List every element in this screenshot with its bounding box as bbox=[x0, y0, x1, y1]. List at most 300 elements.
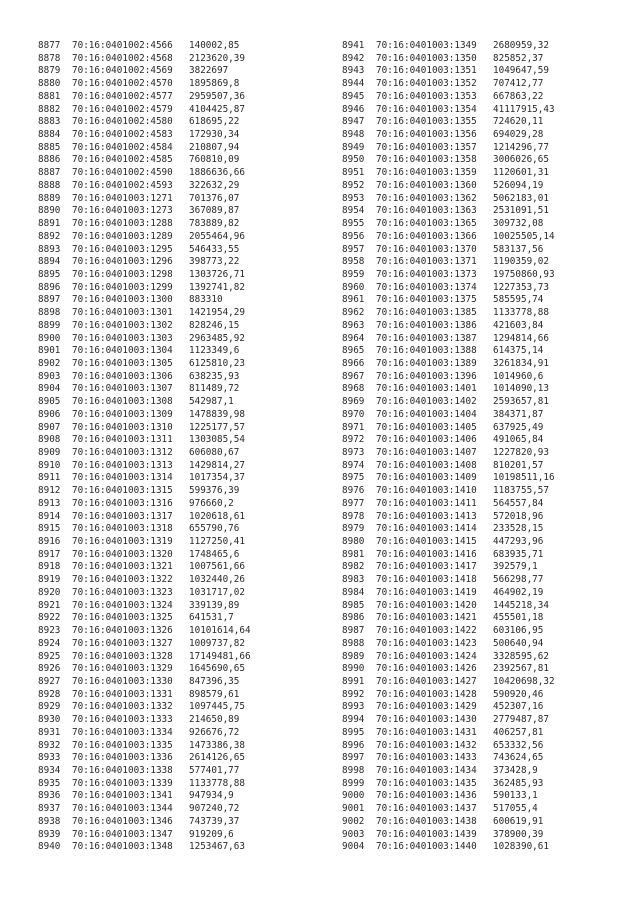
row-number: 8951 bbox=[342, 167, 365, 179]
row-number: 8888 bbox=[38, 179, 61, 191]
table-row bbox=[38, 91, 328, 104]
table-row bbox=[342, 460, 632, 473]
table-row bbox=[38, 422, 328, 435]
table-row bbox=[38, 65, 328, 78]
row-number: 8885 bbox=[38, 141, 61, 153]
table-row bbox=[38, 549, 328, 562]
cadastral-number: 70:16:0401003:1419 bbox=[376, 586, 477, 598]
cadastral-number: 70:16:0401003:1436 bbox=[376, 790, 477, 802]
table-row bbox=[342, 625, 632, 638]
row-number: 8917 bbox=[38, 548, 61, 560]
row-number: 8966 bbox=[342, 357, 365, 369]
cadastral-value: 546433,55 bbox=[189, 243, 240, 255]
cadastral-number: 70:16:0401003:1430 bbox=[376, 714, 477, 726]
row-number: 8974 bbox=[342, 459, 365, 471]
table-row bbox=[38, 294, 328, 307]
row-number: 8927 bbox=[38, 675, 61, 687]
row-number: 8905 bbox=[38, 396, 61, 408]
table-row bbox=[342, 180, 632, 193]
cadastral-value: 667863,22 bbox=[493, 90, 544, 102]
table-row bbox=[342, 78, 632, 91]
table-row bbox=[342, 651, 632, 664]
cadastral-value: 600619,91 bbox=[493, 815, 544, 827]
row-number: 8934 bbox=[38, 764, 61, 776]
table-row bbox=[342, 371, 632, 384]
cadastral-number: 70:16:0401003:1426 bbox=[376, 663, 477, 675]
cadastral-number: 70:16:0401003:1431 bbox=[376, 726, 477, 738]
cadastral-number: 70:16:0401003:1388 bbox=[376, 345, 477, 357]
row-number: 8982 bbox=[342, 561, 365, 573]
cadastral-value: 1020618,61 bbox=[189, 510, 245, 522]
cadastral-value: 384371,87 bbox=[493, 408, 544, 420]
cadastral-number: 70:16:0401003:1296 bbox=[72, 256, 173, 268]
cadastral-number: 70:16:0401003:1271 bbox=[72, 192, 173, 204]
cadastral-number: 70:16:0401003:1315 bbox=[72, 485, 173, 497]
cadastral-value: 1183755,57 bbox=[493, 485, 549, 497]
row-number: 8878 bbox=[38, 52, 61, 64]
table-row bbox=[38, 218, 328, 231]
row-number: 9004 bbox=[342, 841, 365, 853]
table-row bbox=[342, 600, 632, 613]
table-row bbox=[342, 561, 632, 574]
cadastral-number: 70:16:0401003:1438 bbox=[376, 815, 477, 827]
row-number: 8913 bbox=[38, 497, 61, 509]
row-number: 8959 bbox=[342, 268, 365, 280]
cadastral-value: 1303085,54 bbox=[189, 434, 245, 446]
cadastral-number: 70:16:0401003:1406 bbox=[376, 434, 477, 446]
table-row bbox=[38, 320, 328, 333]
cadastral-value: 618695,22 bbox=[189, 116, 240, 128]
cadastral-number: 70:16:0401003:1402 bbox=[376, 396, 477, 408]
row-number: 8918 bbox=[38, 561, 61, 573]
cadastral-number: 70:16:0401003:1313 bbox=[72, 459, 173, 471]
table-row bbox=[38, 714, 328, 727]
cadastral-number: 70:16:0401003:1439 bbox=[376, 828, 477, 840]
cadastral-value: 566298,77 bbox=[493, 574, 544, 586]
cadastral-number: 70:16:0401002:4566 bbox=[72, 40, 173, 51]
cadastral-value: 1227820,93 bbox=[493, 447, 549, 458]
row-number: 8944 bbox=[342, 78, 365, 90]
cadastral-number: 70:16:0401003:1357 bbox=[376, 141, 477, 153]
cadastral-value: 707412,77 bbox=[493, 78, 544, 90]
cadastral-number: 70:16:0401002:4568 bbox=[72, 52, 173, 64]
row-number: 8965 bbox=[342, 345, 365, 357]
row-number: 8916 bbox=[38, 536, 61, 548]
row-number: 8881 bbox=[38, 90, 61, 102]
cadastral-number: 70:16:0401003:1273 bbox=[72, 205, 173, 217]
row-number: 8922 bbox=[38, 612, 61, 624]
cadastral-number: 70:16:0401003:1385 bbox=[376, 307, 477, 319]
table-row bbox=[342, 612, 632, 625]
row-number: 8988 bbox=[342, 637, 365, 649]
row-number: 8950 bbox=[342, 154, 365, 166]
row-number: 8948 bbox=[342, 129, 365, 141]
row-number: 8889 bbox=[38, 192, 61, 204]
row-number: 8998 bbox=[342, 764, 365, 776]
table-row bbox=[38, 561, 328, 574]
table-row bbox=[38, 829, 328, 842]
row-number: 8946 bbox=[342, 103, 365, 115]
table-row bbox=[38, 485, 328, 498]
cadastral-number: 70:16:0401003:1327 bbox=[72, 637, 173, 649]
cadastral-value: 10198511,16 bbox=[493, 472, 555, 484]
row-number: 8937 bbox=[38, 803, 61, 815]
cadastral-number: 70:16:0401003:1387 bbox=[376, 332, 477, 344]
cadastral-value: 1031717,02 bbox=[189, 586, 245, 598]
table-row bbox=[342, 282, 632, 295]
cadastral-number: 70:16:0401003:1346 bbox=[72, 815, 173, 827]
row-number: 8925 bbox=[38, 650, 61, 662]
cadastral-number: 70:16:0401003:1339 bbox=[72, 777, 173, 789]
row-number: 8991 bbox=[342, 675, 365, 687]
cadastral-value: 214650,89 bbox=[189, 714, 240, 726]
cadastral-value: 322632,29 bbox=[189, 179, 240, 191]
cadastral-value: 526094,19 bbox=[493, 179, 544, 191]
cadastral-number: 70:16:0401002:4579 bbox=[72, 103, 173, 115]
row-number: 8945 bbox=[342, 90, 365, 102]
cadastral-value: 655790,76 bbox=[189, 523, 240, 535]
cadastral-value: 2593657,81 bbox=[493, 396, 549, 408]
cadastral-number: 70:16:0401003:1307 bbox=[72, 383, 173, 395]
cadastral-value: 1028390,61 bbox=[493, 841, 549, 853]
cadastral-value: 1049647,59 bbox=[493, 65, 549, 77]
row-number: 8903 bbox=[38, 370, 61, 382]
row-number: 8975 bbox=[342, 472, 365, 484]
row-number: 8953 bbox=[342, 192, 365, 204]
row-number: 8879 bbox=[38, 65, 61, 77]
cadastral-value: 883310 bbox=[189, 294, 223, 306]
table-row bbox=[342, 663, 632, 676]
row-number: 8880 bbox=[38, 78, 61, 90]
cadastral-number: 70:16:0401003:1318 bbox=[72, 523, 173, 535]
cadastral-value: 564557,84 bbox=[493, 497, 544, 509]
row-number: 8972 bbox=[342, 434, 365, 446]
cadastral-number: 70:16:0401002:4585 bbox=[72, 154, 173, 166]
row-number: 8980 bbox=[342, 536, 365, 548]
row-number: 8964 bbox=[342, 332, 365, 344]
table-row bbox=[38, 511, 328, 524]
table-row bbox=[342, 358, 632, 371]
cadastral-number: 70:16:0401002:4580 bbox=[72, 116, 173, 128]
cadastral-value: 926676,72 bbox=[189, 726, 240, 738]
cadastral-value: 847396,35 bbox=[189, 675, 240, 687]
row-number: 8940 bbox=[38, 841, 61, 853]
row-number: 8894 bbox=[38, 256, 61, 268]
cadastral-number: 70:16:0401003:1348 bbox=[72, 841, 173, 853]
row-number: 8919 bbox=[38, 574, 61, 586]
cadastral-number: 70:16:0401002:4569 bbox=[72, 65, 173, 77]
cadastral-value: 1017354,37 bbox=[189, 472, 245, 484]
cadastral-value: 2531091,51 bbox=[493, 205, 549, 217]
cadastral-number: 70:16:0401003:1352 bbox=[376, 78, 477, 90]
cadastral-value: 378900,39 bbox=[493, 828, 544, 840]
table-row bbox=[342, 829, 632, 842]
cadastral-value: 811489,72 bbox=[189, 383, 240, 395]
row-number: 9000 bbox=[342, 790, 365, 802]
cadastral-value: 1429814,27 bbox=[189, 459, 245, 471]
table-row bbox=[342, 294, 632, 307]
table-row bbox=[342, 790, 632, 803]
row-number: 8891 bbox=[38, 218, 61, 230]
row-number: 8906 bbox=[38, 408, 61, 420]
cadastral-number: 70:16:0401003:1314 bbox=[72, 472, 173, 484]
cadastral-value: 701376,07 bbox=[189, 192, 240, 204]
row-number: 8923 bbox=[38, 625, 61, 637]
cadastral-value: 743739,37 bbox=[189, 815, 240, 827]
cadastral-number: 70:16:0401003:1350 bbox=[376, 52, 477, 64]
cadastral-value: 743624,65 bbox=[493, 752, 544, 764]
table-row bbox=[342, 638, 632, 651]
table-row bbox=[38, 803, 328, 816]
row-number: 8986 bbox=[342, 612, 365, 624]
table-row bbox=[342, 498, 632, 511]
cadastral-value: 683935,71 bbox=[493, 548, 544, 560]
row-number: 8895 bbox=[38, 268, 61, 280]
cadastral-number: 70:16:0401003:1349 bbox=[376, 40, 477, 51]
cadastral-value: 1127250,41 bbox=[189, 536, 245, 548]
cadastral-number: 70:16:0401002:4570 bbox=[72, 78, 173, 90]
cadastral-number: 70:16:0401003:1429 bbox=[376, 701, 477, 713]
table-row bbox=[342, 701, 632, 714]
row-number: 8976 bbox=[342, 485, 365, 497]
row-number: 9003 bbox=[342, 828, 365, 840]
cadastral-number: 70:16:0401003:1366 bbox=[376, 230, 477, 242]
cadastral-value: 760810,09 bbox=[189, 154, 240, 166]
table-row bbox=[38, 383, 328, 396]
cadastral-number: 70:16:0401003:1319 bbox=[72, 536, 173, 548]
table-row bbox=[38, 282, 328, 295]
row-number: 8968 bbox=[342, 383, 365, 395]
row-number: 8909 bbox=[38, 447, 61, 458]
cadastral-value: 976660,2 bbox=[189, 497, 234, 509]
row-number: 8992 bbox=[342, 688, 365, 700]
cadastral-value: 641531,7 bbox=[189, 612, 234, 624]
cadastral-number: 70:16:0401003:1374 bbox=[376, 281, 477, 293]
cadastral-number: 70:16:0401003:1434 bbox=[376, 764, 477, 776]
row-number: 8893 bbox=[38, 243, 61, 255]
cadastral-value: 1645690,65 bbox=[189, 663, 245, 675]
row-number: 8977 bbox=[342, 497, 365, 509]
row-number: 8902 bbox=[38, 357, 61, 369]
cadastral-value: 1032440,26 bbox=[189, 574, 245, 586]
row-number: 8924 bbox=[38, 637, 61, 649]
cadastral-value: 140002,85 bbox=[189, 40, 240, 51]
cadastral-value: 590133,1 bbox=[493, 790, 538, 802]
cadastral-value: 1294814,66 bbox=[493, 332, 549, 344]
cadastral-value: 783889,82 bbox=[189, 218, 240, 230]
cadastral-value: 362485,93 bbox=[493, 777, 544, 789]
table-row bbox=[342, 422, 632, 435]
cadastral-number: 70:16:0401003:1423 bbox=[376, 637, 477, 649]
table-row bbox=[342, 816, 632, 829]
cadastral-value: 606080,67 bbox=[189, 447, 240, 458]
row-number: 8970 bbox=[342, 408, 365, 420]
cadastral-number: 70:16:0401003:1437 bbox=[376, 803, 477, 815]
cadastral-value: 898579,61 bbox=[189, 688, 240, 700]
table-row bbox=[342, 752, 632, 765]
row-number: 8961 bbox=[342, 294, 365, 306]
table-row bbox=[342, 841, 632, 854]
cadastral-value: 233528,15 bbox=[493, 523, 544, 535]
table-row bbox=[342, 116, 632, 129]
cadastral-value: 1748465,6 bbox=[189, 548, 240, 560]
cadastral-value: 1190359,02 bbox=[493, 256, 549, 268]
row-number: 8978 bbox=[342, 510, 365, 522]
table-row bbox=[342, 765, 632, 778]
cadastral-value: 2614126,65 bbox=[189, 752, 245, 764]
table-row bbox=[38, 790, 328, 803]
cadastral-value: 373428,9 bbox=[493, 764, 538, 776]
row-number: 8939 bbox=[38, 828, 61, 840]
cadastral-number: 70:16:0401003:1407 bbox=[376, 447, 477, 458]
cadastral-number: 70:16:0401003:1331 bbox=[72, 688, 173, 700]
cadastral-number: 70:16:0401003:1332 bbox=[72, 701, 173, 713]
cadastral-value: 309732,08 bbox=[493, 218, 544, 230]
cadastral-number: 70:16:0401003:1432 bbox=[376, 739, 477, 751]
cadastral-number: 70:16:0401003:1360 bbox=[376, 179, 477, 191]
cadastral-number: 70:16:0401003:1341 bbox=[72, 790, 173, 802]
row-number: 8886 bbox=[38, 154, 61, 166]
cadastral-number: 70:16:0401003:1310 bbox=[72, 421, 173, 433]
cadastral-value: 1473386,38 bbox=[189, 739, 245, 751]
cadastral-value: 10101614,64 bbox=[189, 625, 251, 637]
cadastral-value: 3822697 bbox=[189, 65, 229, 77]
cadastral-number: 70:16:0401002:4584 bbox=[72, 141, 173, 153]
table-row bbox=[342, 434, 632, 447]
cadastral-number: 70:16:0401003:1371 bbox=[376, 256, 477, 268]
cadastral-number: 70:16:0401002:4590 bbox=[72, 167, 173, 179]
cadastral-number: 70:16:0401003:1389 bbox=[376, 357, 477, 369]
cadastral-value: 828246,15 bbox=[189, 319, 240, 331]
left-column bbox=[38, 40, 328, 854]
cadastral-value: 172930,34 bbox=[189, 129, 240, 141]
row-number: 8912 bbox=[38, 485, 61, 497]
cadastral-value: 17149481,66 bbox=[189, 650, 251, 662]
table-row bbox=[38, 536, 328, 549]
row-number: 8990 bbox=[342, 663, 365, 675]
cadastral-number: 70:16:0401003:1422 bbox=[376, 625, 477, 637]
cadastral-number: 70:16:0401003:1362 bbox=[376, 192, 477, 204]
row-number: 8926 bbox=[38, 663, 61, 675]
cadastral-value: 1478839,98 bbox=[189, 408, 245, 420]
row-number: 8952 bbox=[342, 179, 365, 191]
table-row bbox=[38, 269, 328, 282]
table-row bbox=[342, 714, 632, 727]
cadastral-value: 577401,77 bbox=[189, 764, 240, 776]
cadastral-value: 1014090,13 bbox=[493, 383, 549, 395]
table-row bbox=[342, 65, 632, 78]
table-row bbox=[38, 816, 328, 829]
cadastral-value: 3261834,91 bbox=[493, 357, 549, 369]
cadastral-value: 500640,94 bbox=[493, 637, 544, 649]
right-column bbox=[342, 40, 632, 854]
cadastral-number: 70:16:0401003:1329 bbox=[72, 663, 173, 675]
row-number: 8947 bbox=[342, 116, 365, 128]
table-row bbox=[38, 244, 328, 257]
cadastral-number: 70:16:0401003:1316 bbox=[72, 497, 173, 509]
table-row bbox=[342, 409, 632, 422]
row-number: 8979 bbox=[342, 523, 365, 535]
cadastral-value: 603106,95 bbox=[493, 625, 544, 637]
row-number: 8984 bbox=[342, 586, 365, 598]
row-number: 8921 bbox=[38, 599, 61, 611]
row-number: 8938 bbox=[38, 815, 61, 827]
cadastral-value: 724620,11 bbox=[493, 116, 544, 128]
table-row bbox=[38, 523, 328, 536]
row-number: 8942 bbox=[342, 52, 365, 64]
row-number: 8973 bbox=[342, 447, 365, 458]
cadastral-number: 70:16:0401003:1410 bbox=[376, 485, 477, 497]
cadastral-value: 452307,16 bbox=[493, 701, 544, 713]
table-row bbox=[38, 396, 328, 409]
row-number: 8997 bbox=[342, 752, 365, 764]
row-number: 8981 bbox=[342, 548, 365, 560]
cadastral-value: 1120601,31 bbox=[493, 167, 549, 179]
cadastral-value: 517055,4 bbox=[493, 803, 538, 815]
cadastral-number: 70:16:0401003:1440 bbox=[376, 841, 477, 853]
cadastral-number: 70:16:0401003:1396 bbox=[376, 370, 477, 382]
table-row bbox=[38, 256, 328, 269]
table-row bbox=[342, 244, 632, 257]
cadastral-number: 70:16:0401003:1433 bbox=[376, 752, 477, 764]
row-number: 8935 bbox=[38, 777, 61, 789]
table-row bbox=[342, 40, 632, 53]
table-row bbox=[342, 345, 632, 358]
table-row bbox=[342, 803, 632, 816]
cadastral-number: 70:16:0401003:1358 bbox=[376, 154, 477, 166]
table-row bbox=[38, 689, 328, 702]
cadastral-number: 70:16:0401003:1417 bbox=[376, 561, 477, 573]
table-row bbox=[342, 53, 632, 66]
cadastral-value: 599376,39 bbox=[189, 485, 240, 497]
cadastral-value: 1007561,66 bbox=[189, 561, 245, 573]
cadastral-number: 70:16:0401003:1356 bbox=[376, 129, 477, 141]
cadastral-value: 210807,94 bbox=[189, 141, 240, 153]
cadastral-number: 70:16:0401003:1321 bbox=[72, 561, 173, 573]
row-number: 8962 bbox=[342, 307, 365, 319]
cadastral-value: 810201,57 bbox=[493, 459, 544, 471]
cadastral-number: 70:16:0401003:1326 bbox=[72, 625, 173, 637]
table-row bbox=[38, 307, 328, 320]
table-row bbox=[38, 841, 328, 854]
cadastral-value: 2959507,36 bbox=[189, 90, 245, 102]
cadastral-number: 70:16:0401003:1330 bbox=[72, 675, 173, 687]
table-row bbox=[38, 460, 328, 473]
table-row bbox=[38, 778, 328, 791]
table-row bbox=[342, 193, 632, 206]
row-number: 8928 bbox=[38, 688, 61, 700]
cadastral-number: 70:16:0401003:1334 bbox=[72, 726, 173, 738]
cadastral-number: 70:16:0401003:1304 bbox=[72, 345, 173, 357]
row-number: 8971 bbox=[342, 421, 365, 433]
cadastral-number: 70:16:0401003:1289 bbox=[72, 230, 173, 242]
table-row bbox=[38, 574, 328, 587]
row-number: 8993 bbox=[342, 701, 365, 713]
cadastral-value: 694029,28 bbox=[493, 129, 544, 141]
cadastral-value: 1303726,71 bbox=[189, 268, 245, 280]
table-row bbox=[38, 612, 328, 625]
row-number: 8983 bbox=[342, 574, 365, 586]
cadastral-value: 367089,87 bbox=[189, 205, 240, 217]
cadastral-number: 70:16:0401003:1306 bbox=[72, 370, 173, 382]
table-row bbox=[342, 511, 632, 524]
cadastral-number: 70:16:0401003:1351 bbox=[376, 65, 477, 77]
cadastral-value: 1445218,34 bbox=[493, 599, 549, 611]
cadastral-number: 70:16:0401003:1303 bbox=[72, 332, 173, 344]
cadastral-number: 70:16:0401003:1427 bbox=[376, 675, 477, 687]
cadastral-value: 1214296,77 bbox=[493, 141, 549, 153]
cadastral-number: 70:16:0401003:1328 bbox=[72, 650, 173, 662]
